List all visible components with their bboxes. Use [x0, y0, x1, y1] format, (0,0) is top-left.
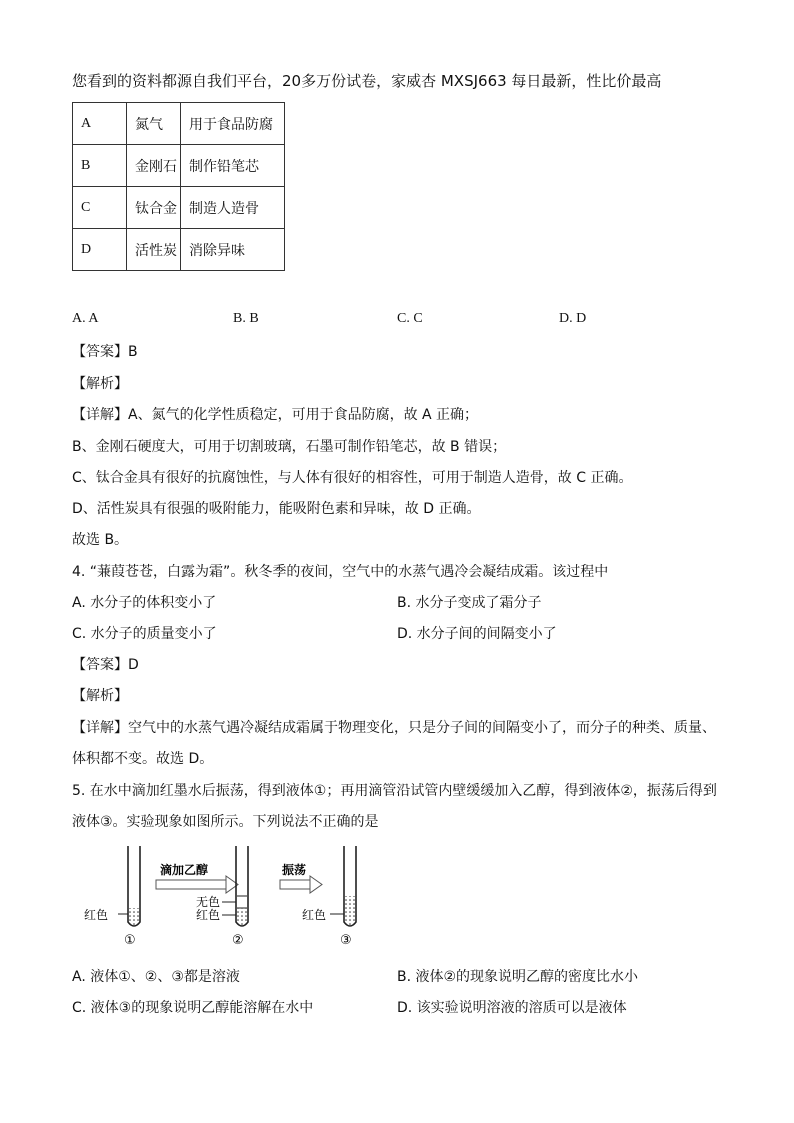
table-cell: A: [73, 103, 127, 145]
q5-choice-c: C. 液体③的现象说明乙醇能溶解在水中: [72, 1000, 314, 1016]
table-cell: 活性炭: [127, 229, 181, 271]
q3-choice-b: B. B: [233, 311, 259, 326]
q3-answer: 【答案】B: [72, 344, 138, 360]
q3-detail-line: B、金刚石硬度大，可用于切割玻璃，石墨可制作铅笔芯，故 B 错误；: [72, 439, 507, 455]
colorless-label: 无色: [196, 895, 221, 909]
q4-choice-d: D. 水分子间的间隔变小了: [397, 626, 557, 642]
q3-choice-d: D. D: [559, 311, 587, 326]
q3-choice-c: C. C: [397, 311, 423, 326]
test-tube-figure: [72, 838, 372, 950]
red-label-1: 红色: [84, 908, 109, 922]
page-header-banner: 您看到的资料都源自我们平台，20多万份试卷，家威杏 MXSJ663 每日最新，性比价最高: [72, 72, 662, 90]
table-row: [73, 103, 285, 145]
table-cell: C: [73, 187, 127, 229]
q3-analysis-label: 【解析】: [72, 376, 128, 392]
q4-detail-line: 体积都不变。故选 D。: [72, 751, 214, 767]
q5-choice-b: B. 液体②的现象说明乙醇的密度比水小: [397, 969, 639, 985]
table-cell: 制造人造骨: [181, 187, 285, 229]
arrow-add-ethanol: [156, 862, 238, 893]
red-label-2: 红色: [196, 908, 221, 922]
table-cell: 制作铅笔芯: [181, 145, 285, 187]
table-row: [73, 145, 285, 187]
q4-stem: 4. “蒹葭苍苍，白露为霜”。秋冬季的夜间，空气中的水蒸气遇冷会凝结成霜。该过程中: [72, 564, 609, 580]
red-label-3: 红色: [302, 908, 327, 922]
table-cell: 钛合金: [127, 187, 181, 229]
q4-choice-a: A. 水分子的体积变小了: [72, 595, 217, 611]
arrow-shake: [280, 862, 322, 893]
test-tube-1: [128, 846, 140, 926]
q5-stem-line: 液体③。实验现象如图所示。下列说法不正确的是: [72, 814, 379, 830]
tube-number-1: ①: [124, 933, 136, 948]
q4-choice-c: C. 水分子的质量变小了: [72, 626, 217, 642]
test-tube-3: [344, 846, 356, 926]
q4-detail-line: 【详解】空气中的水蒸气遇冷凝结成霜属于物理变化，只是分子间的间隔变小了，而分子的种类、质量、: [72, 720, 716, 736]
q4-analysis-label: 【解析】: [72, 688, 128, 704]
q3-detail-line: 【详解】A、氮气的化学性质稳定，可用于食品防腐，故 A 正确；: [72, 407, 479, 423]
q4-choice-b: B. 水分子变成了霜分子: [397, 595, 542, 611]
table-cell: 氮气: [127, 103, 181, 145]
table-cell: 用于食品防腐: [181, 103, 285, 145]
test-tube-2: [236, 846, 248, 926]
q5-stem-line: 5. 在水中滴加红墨水后振荡，得到液体①；再用滴管沿试管内壁缓缓加入乙醇，得到液体②，振荡后得到: [72, 783, 717, 799]
table-cell: B: [73, 145, 127, 187]
q5-choice-a: A. 液体①、②、③都是溶液: [72, 969, 240, 985]
options-table: [72, 102, 285, 271]
q3-detail-line: 故选 B。: [72, 532, 129, 548]
q5-choice-d: D. 该实验说明溶液的溶质可以是液体: [397, 1000, 627, 1016]
table-row: [73, 229, 285, 271]
table-row: [73, 187, 285, 229]
table-cell: 金刚石: [127, 145, 181, 187]
arrow-label-shake: 振荡: [282, 863, 307, 877]
q3-detail-line: D、活性炭具有很强的吸附能力，能吸附色素和异味，故 D 正确。: [72, 501, 481, 517]
table-cell: 消除异味: [181, 229, 285, 271]
tube-number-2: ②: [232, 933, 244, 948]
table-cell: D: [73, 229, 127, 271]
arrow-label-add-ethanol: 滴加乙醇: [160, 863, 209, 877]
q4-answer: 【答案】D: [72, 657, 139, 673]
q3-choice-a: A. A: [72, 311, 99, 326]
q3-detail-line: C、钛合金具有很好的抗腐蚀性，与人体有很好的相容性，可用于制造人造骨，故 C 正确。: [72, 470, 633, 486]
tube-number-3: ③: [340, 933, 352, 948]
